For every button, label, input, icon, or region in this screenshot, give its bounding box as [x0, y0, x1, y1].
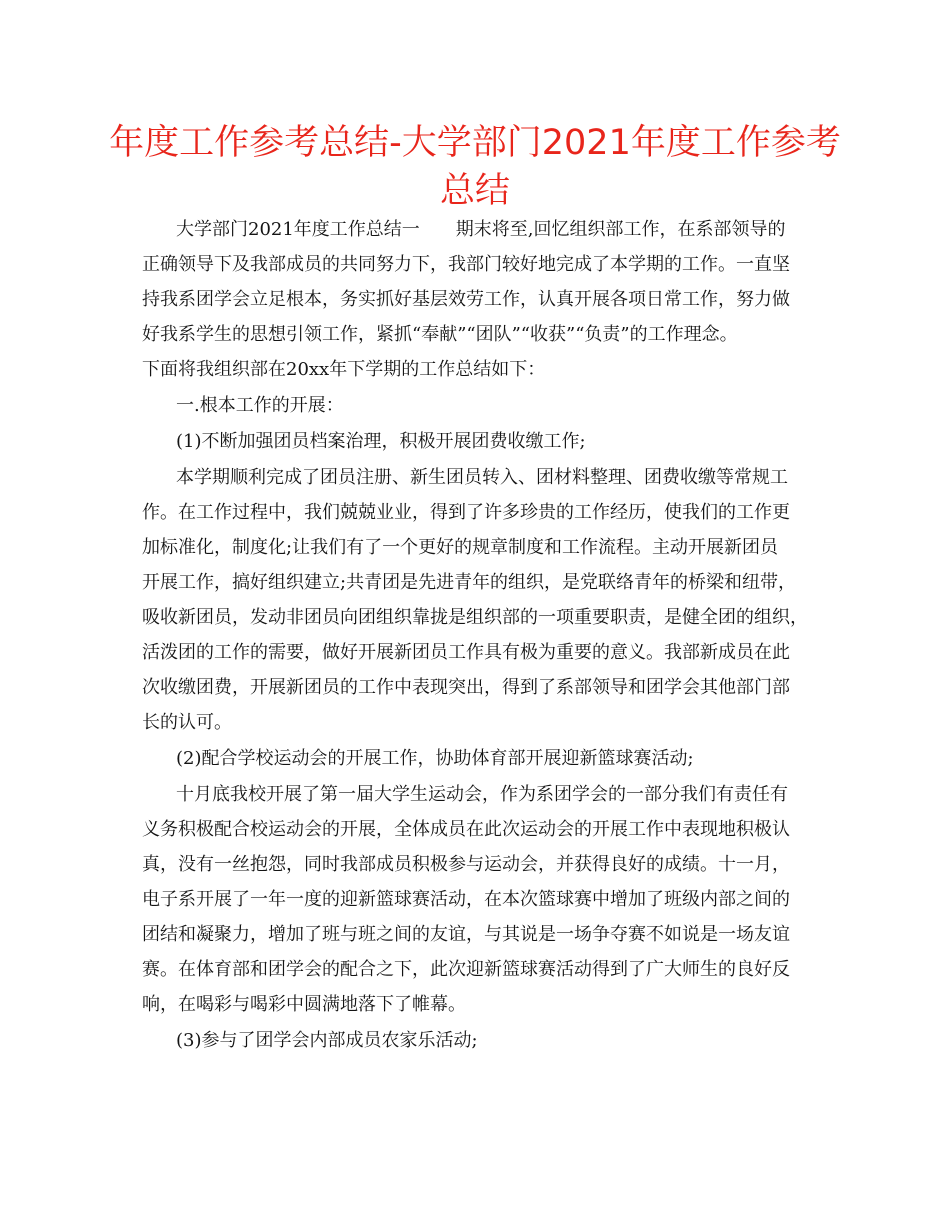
subsection-heading: (1)不断加强团员档案治理，积极开展团费收缴工作; [176, 431, 586, 452]
body-line: 团结和凝聚力，增加了班与班之间的友谊，与其说是一场争夺赛不如说是一场友谊 [142, 924, 790, 945]
body-line: 义务积极配合校运动会的开展，全体成员在此次运动会的开展工作中表现地积极认 [142, 819, 790, 840]
section-heading: 一.根本工作的开展： [176, 395, 344, 416]
body-line: 活泼团的工作的需要，做好开展新团员工作具有极为重要的意义。我部新成员在此 [142, 642, 790, 663]
document-title-line-2: 总结 [439, 171, 510, 211]
body-line: 正确领导下及我部成员的共同努力下，我部门较好地完成了本学期的工作。一直坚 [142, 254, 790, 275]
body-line: 作。在工作过程中，我们兢兢业业，得到了许多珍贵的工作经历，使我们的工作更 [142, 502, 790, 523]
body-line: 十月底我校开展了第一届大学生运动会，作为系团学会的一部分我们有责任有 [176, 784, 788, 805]
subsection-heading: (2)配合学校运动会的开展工作，协助体育部开展迎新篮球赛活动; [176, 748, 694, 769]
document-title-line-1: 年度工作参考总结-大学部门2021年度工作参考 [109, 123, 841, 163]
body-line: 本学期顺利完成了团员注册、新生团员转入、团材料整理、团费收缴等常规工 [176, 467, 788, 488]
subsection-heading: (3)参与了团学会内部成员农家乐活动; [176, 1030, 478, 1051]
body-line: 响，在喝彩与喝彩中圆满地落下了帷幕。 [142, 994, 466, 1015]
body-line: 长的认可。 [142, 712, 232, 733]
body-line: 大学部门2021年度工作总结一 期末将至,回忆组织部工作，在系部领导的 [176, 219, 786, 240]
body-line: 真，没有一丝抱怨，同时我部成员积极参与运动会，并获得良好的成绩。十一月， [142, 854, 790, 875]
body-line: 加标准化，制度化;让我们有了一个更好的规章制度和工作流程。主动开展新团员 [142, 537, 779, 558]
body-line: 下面将我组织部在20xx年下学期的工作总结如下： [142, 359, 546, 380]
body-line: 赛。在体育部和团学会的配合之下，此次迎新篮球赛活动得到了广大师生的良好反 [142, 959, 790, 980]
body-line: 电子系开展了一年一度的迎新篮球赛活动，在本次篮球赛中增加了班级内部之间的 [142, 889, 790, 910]
body-line: 吸收新团员，发动非团员向团组织靠拢是组织部的一项重要职责，是健全团的组织， [142, 607, 808, 628]
body-line: 好我系学生的思想引领工作，紧抓“奉献”“团队”“收获”“负责”的工作理念。 [142, 324, 738, 345]
body-line: 开展工作，搞好组织建立;共青团是先进青年的组织，是党联络青年的桥梁和纽带， [142, 572, 797, 593]
body-line: 次收缴团费，开展新团员的工作中表现突出，得到了系部领导和团学会其他部门部 [142, 677, 790, 698]
body-line: 持我系团学会立足根本，务实抓好基层效劳工作，认真开展各项日常工作，努力做 [142, 289, 790, 310]
